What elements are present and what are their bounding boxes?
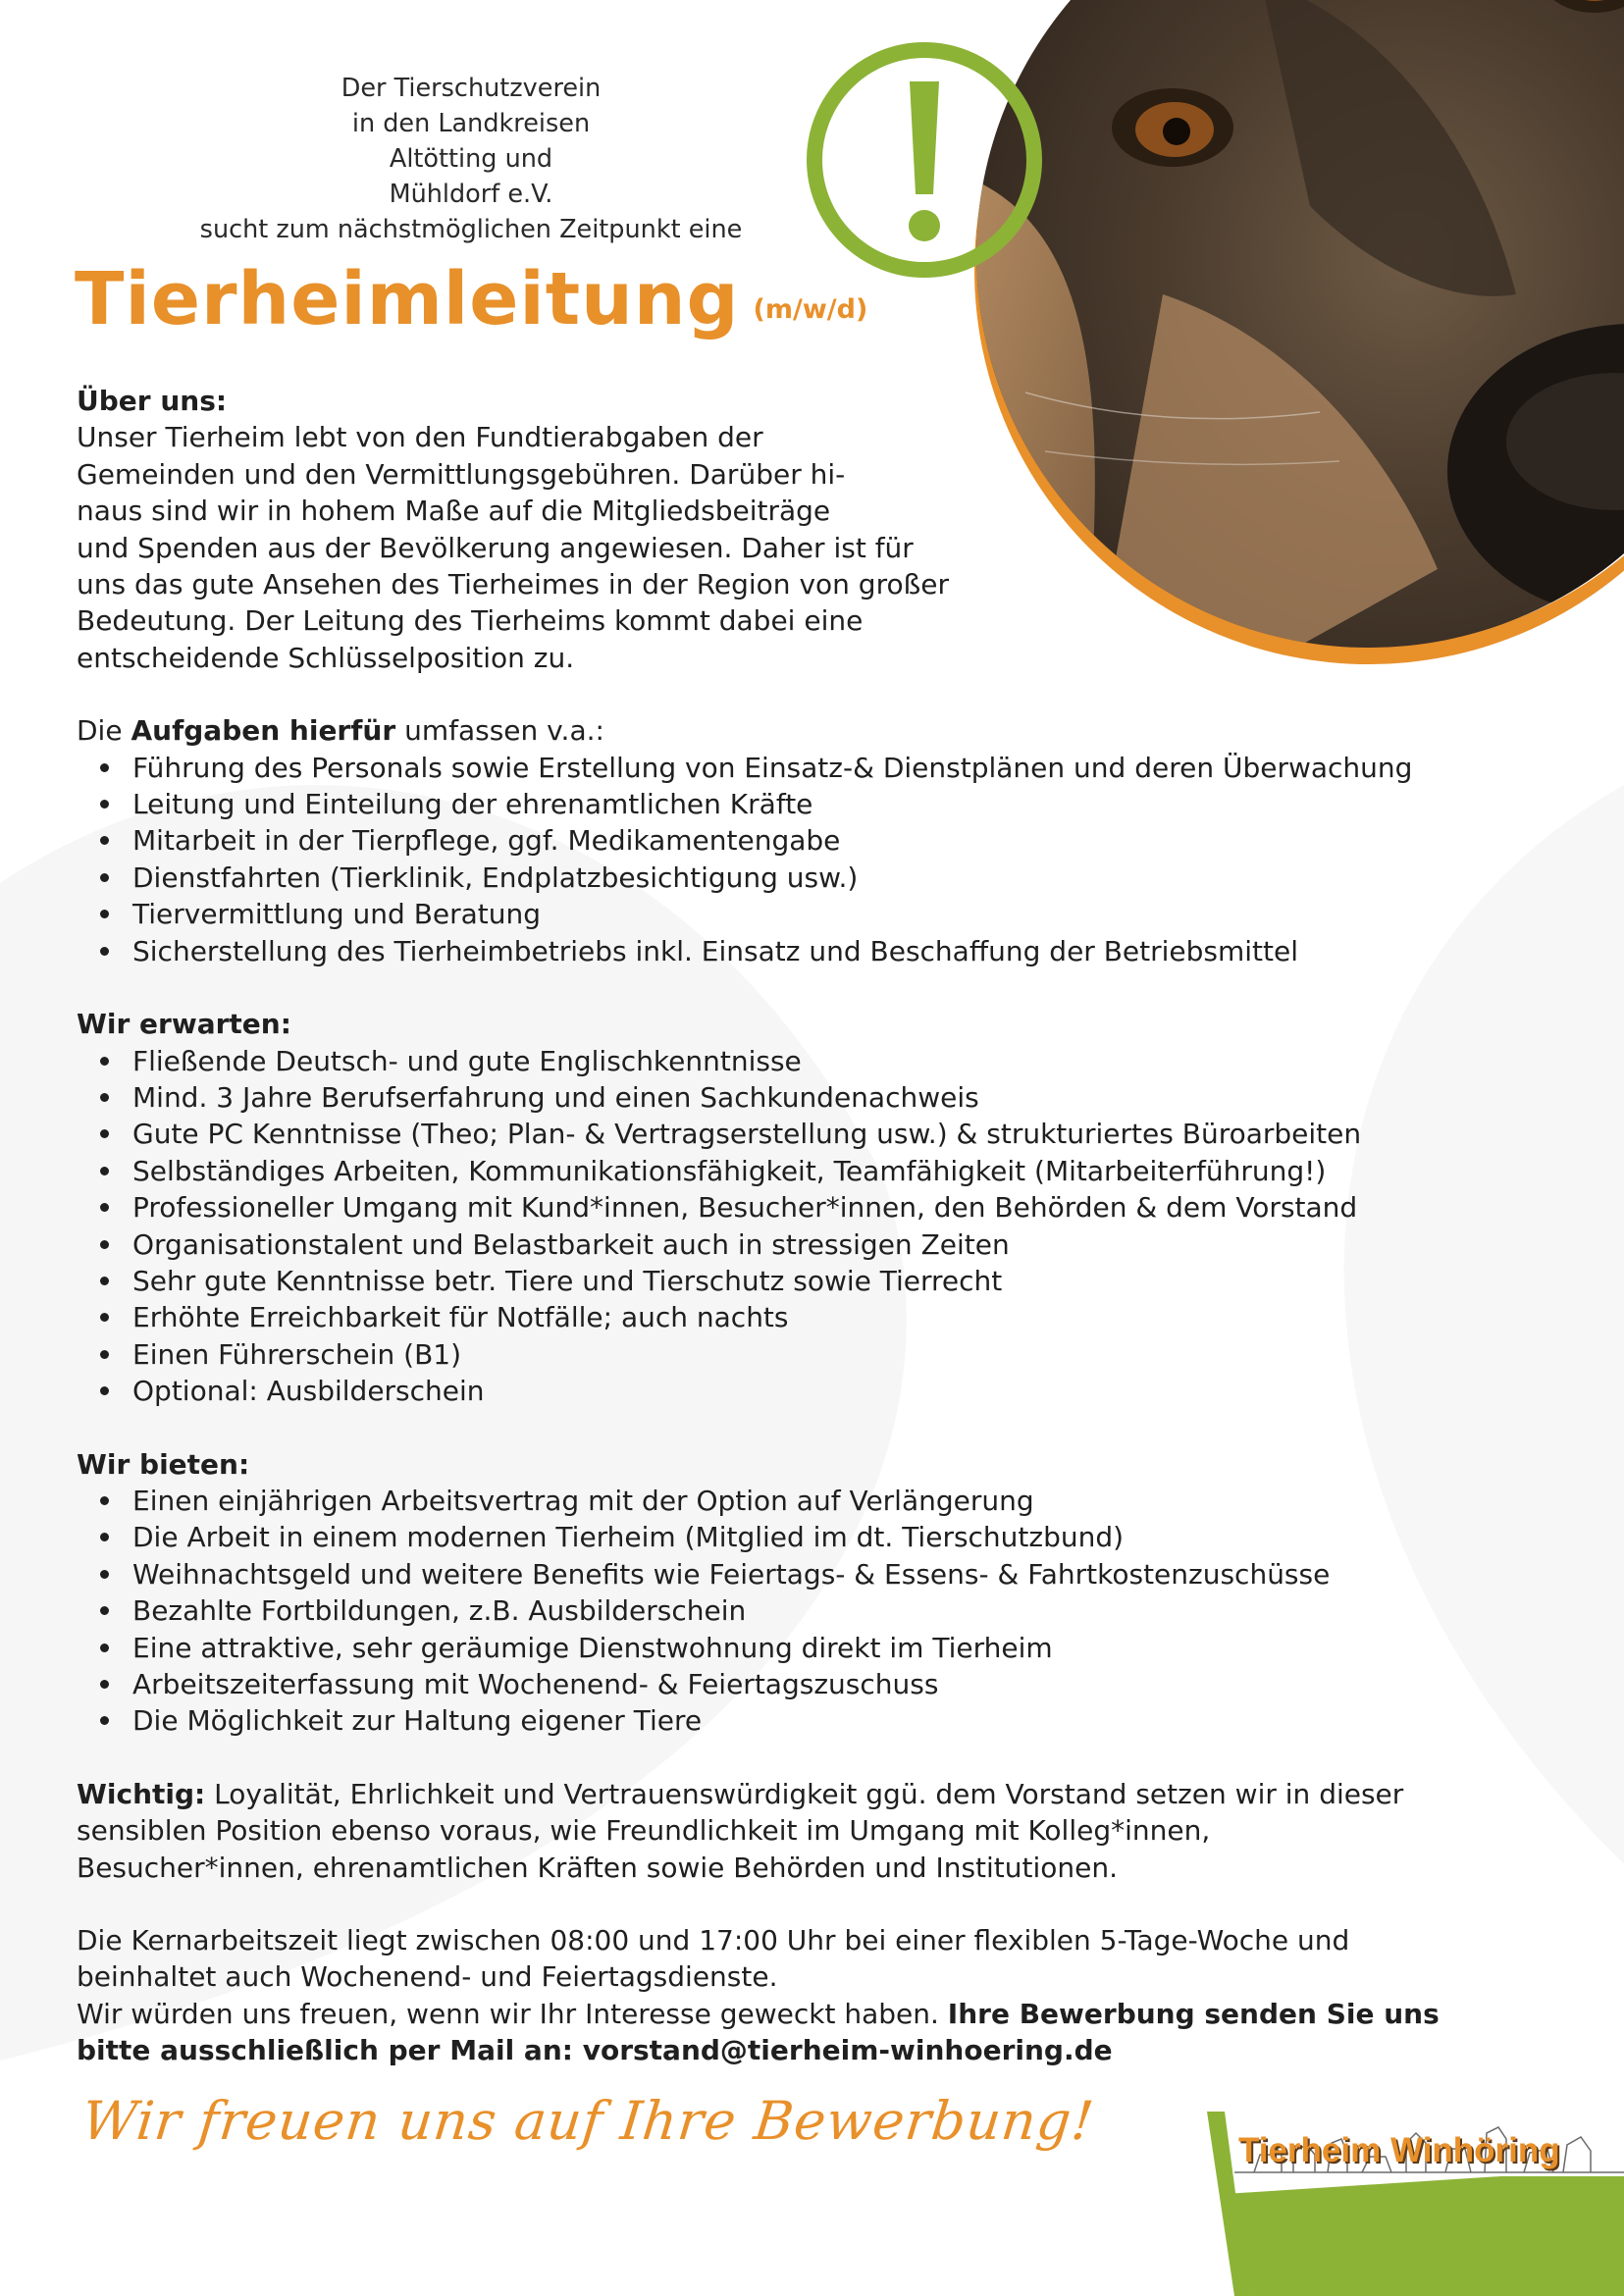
important-line (77, 1776, 1548, 1812)
logo-name: Tierheim Winhöring (1238, 2131, 1560, 2169)
application-email: bitte ausschließlich per Mail an: vorstand@tierheim-winhoering.de (77, 2034, 1113, 2067)
expect-heading: Wir erwarten: (77, 1008, 291, 1041)
tierheim-logo (1195, 2078, 1624, 2296)
page-title (75, 257, 867, 341)
important-line: sensiblen Position ebenso voraus, wie Freundlichkeit im Umgang mit Kolleg*innen, (77, 1814, 1211, 1848)
list-item: Selbständiges Arbeiten, Kommunikationsfähigkeit, Teamfähigkeit (Mitarbeiterführung!) (77, 1153, 1548, 1189)
about-line: Unser Tierheim lebt von den Fundtierabgaben der (77, 421, 763, 454)
main-content (77, 383, 1548, 2069)
exclamation-circle-icon (802, 37, 1047, 283)
intro-line: sucht zum nächstmöglichen Zeitpunkt eine (199, 215, 743, 244)
list-item: Tiervermittlung und Beratung (77, 896, 1548, 932)
about-line: Bedeutung. Der Leitung des Tierheims kommt dabei eine (77, 604, 864, 638)
worktime-line: Die Kernarbeitszeit liegt zwischen 08:00 und 17:00 Uhr bei einer flexiblen 5-Tage-Woche und (77, 1924, 1350, 1957)
about-line: naus sind wir in hohem Maße auf die Mitgliedsbeiträge (77, 495, 831, 528)
about-line: entscheidende Schlüsselposition zu. (77, 641, 575, 674)
intro-line: Mühldorf e.V. (389, 180, 553, 209)
worktime-text: Wir würden uns freuen, wenn wir Ihr Interesse geweckt haben. (77, 1997, 948, 2030)
important-label: Wichtig: (77, 1777, 206, 1810)
intro-line: Der Tierschutzverein (341, 74, 602, 103)
expect-list (77, 1043, 1548, 1410)
list-item: Leitung und Einteilung der ehrenamtlichen Kräfte (77, 786, 1548, 822)
intro-line: Altötting und (389, 144, 553, 174)
list-item: Arbeitszeiterfassung mit Wochenend- & Feiertagszuschuss (77, 1666, 1548, 1702)
list-item: Weihnachtsgeld und weitere Benefits wie Feiertags- & Essens- & Fahrtkostenzuschüsse (77, 1556, 1548, 1592)
important-text: Loyalität, Ehrlichkeit und Vertrauenswürdigkeit ggü. dem Vorstand setzen wir in dieser (205, 1777, 1404, 1810)
offer-heading: Wir bieten: (77, 1447, 250, 1481)
list-item: Führung des Personals sowie Erstellung von Einsatz-& Dienstplänen und deren Überwachung (77, 750, 1548, 786)
worktime-line: beinhaltet auch Wochenend- und Feiertagsdienste. (77, 1960, 778, 1994)
title-suffix: (m/w/d) (753, 294, 868, 325)
tasks-intro-pre: Die (77, 714, 131, 748)
list-item: Einen einjährigen Arbeitsvertrag mit der Option auf Verlängerung (77, 1483, 1548, 1519)
list-item: Erhöhte Erreichbarkeit für Notfälle; auch nachts (77, 1299, 1548, 1335)
list-item: Einen Führerschein (B1) (77, 1336, 1548, 1373)
title-text: Tierheimleitung (75, 257, 740, 341)
tasks-intro (77, 712, 1548, 749)
list-item: Die Möglichkeit zur Haltung eigener Tiere (77, 1702, 1548, 1739)
tasks-intro-bold: Aufgaben hierfür (131, 714, 396, 748)
about-heading: Über uns: (77, 385, 228, 417)
list-item: Optional: Ausbilderschein (77, 1373, 1548, 1409)
about-section (77, 383, 1038, 676)
list-item: Sicherstellung des Tierheimbetriebs inkl. Einsatz und Beschaffung der Betriebsmittel (77, 933, 1548, 969)
worktime-section (77, 1922, 1548, 2069)
expect-section (77, 1006, 1548, 1409)
about-line: Gemeinden und den Vermittlungsgebühren. Darüber hi- (77, 457, 846, 491)
offer-list (77, 1483, 1548, 1740)
intro-text (137, 71, 805, 247)
offer-section (77, 1446, 1548, 1740)
intro-line: in den Landkreisen (351, 109, 591, 138)
list-item: Gute PC Kenntnisse (Theo; Plan- & Vertragserstellung usw.) & strukturiertes Büroarbeiten (77, 1116, 1548, 1152)
list-item: Die Arbeit in einem modernen Tierheim (Mitglied im dt. Tierschutzbund) (77, 1519, 1548, 1555)
list-item: Professioneller Umgang mit Kund*innen, Besucher*innen, den Behörden & dem Vorstand (77, 1189, 1548, 1226)
tasks-list (77, 750, 1548, 969)
list-item: Mind. 3 Jahre Berufserfahrung und einen Sachkundenachweis (77, 1079, 1548, 1116)
list-item: Fließende Deutsch- und gute Englischkenntnisse (77, 1043, 1548, 1079)
list-item: Mitarbeit in der Tierpflege, ggf. Medikamentengabe (77, 822, 1548, 859)
application-instruction: Ihre Bewerbung senden Sie uns (947, 1997, 1440, 2030)
list-item: Eine attraktive, sehr geräumige Dienstwohnung direkt im Tierheim (77, 1630, 1548, 1666)
tasks-section (77, 712, 1548, 969)
worktime-line (77, 1996, 1548, 2032)
tasks-intro-post: umfassen v.a.: (395, 714, 604, 748)
list-item: Bezahlte Fortbildungen, z.B. Ausbilderschein (77, 1592, 1548, 1629)
important-section (77, 1776, 1548, 1886)
closing-slogan: Wir freuen uns auf Ihre Bewerbung! (79, 2090, 1098, 2152)
about-line: und Spenden aus der Bevölkerung angewiesen. Daher ist für (77, 531, 914, 564)
list-item: Organisationstalent und Belastbarkeit auch in stressigen Zeiten (77, 1226, 1548, 1263)
list-item: Sehr gute Kenntnisse betr. Tiere und Tierschutz sowie Tierrecht (77, 1263, 1548, 1299)
important-line: Besucher*innen, ehrenamtlichen Kräften sowie Behörden und Institutionen. (77, 1851, 1119, 1884)
list-item: Dienstfahrten (Tierklinik, Endplatzbesichtigung usw.) (77, 860, 1548, 896)
about-line: uns das gute Ansehen des Tierheimes in der Region von großer (77, 568, 949, 601)
